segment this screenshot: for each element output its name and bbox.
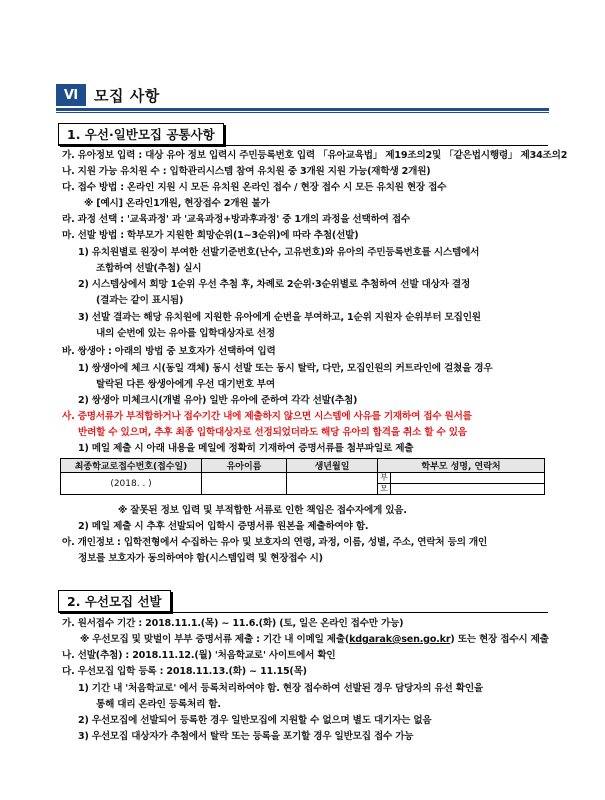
item-sa-2: 2) 메일 제출 시 추후 선발되어 입학시 증명서류 원본을 제출하여야 함. [78,521,369,532]
item-ba-1: 1) 쌍생아에 체크 시(동일 객체) 동시 선발 또는 동시 탈락, 다만, 모집인원의 커트라인에 걸쳤을 경우 [78,363,493,374]
cell-child-name [202,473,287,495]
section-title: 모집 사항 [94,86,160,105]
item2-ga-note-text: ※ 우선모집 및 맞벌이 부부 증명서류 제출 : 기간 내 이메일 제출( [80,634,350,645]
col-header-birthdate: 생년월일 [287,459,378,473]
item2-da-2: 2) 우선모집에 선발되어 등록한 경우 일반모집에 지원할 수 없으며 별도 대기자는 없음 [78,715,432,726]
item2-ga: 가. 원서접수 기간 : 2018.11.1.(목) ~ 11.6.(화) (토, 일은 온라인 접수만 가능) [62,618,404,629]
cell-birthdate [287,473,378,495]
item2-da-3: 3) 우선모집 대상자가 추첨에서 탈락 또는 등록을 포기할 경우 일반모집 접수 가능 [78,731,414,742]
item-da-note: ※ [예시] 온라인1개원, 현장접수 2개원 불가 [84,198,270,209]
subsection-2-rule [58,612,548,613]
item2-na: 나. 선발(추첨) : 2018.11.12.(월) '처음학교로' 사이트에서 확인 [62,650,336,661]
item-sa-cont: 반려할 수 있으며, 추후 최종 입학대상자로 선정되었더라도 해당 유아의 합격을 취소 할 수 있음 [78,427,467,438]
item-ma-1-cont: 조합하여 선발(추첨) 실시 [96,263,202,274]
cell-father-value [391,473,545,484]
item2-da-1: 1) 기간 내 '처음학교로' 에서 등록처리하여야 함. 현장 접수하여 선발된 경우 담당자의 유선 확인을 [78,683,483,694]
subsection-2-title: 2. 우선모집 선발 [58,590,171,612]
note-responsibility: ※ 잘못된 정보 입력 및 부적합한 서류로 인한 책임은 접수자에게 있음. [118,505,407,516]
cell-father-label: 부 [378,473,391,484]
item2-da: 다. 우선모집 입학 등록 : 2018.11.13.(화) ~ 11.15(목) [62,666,307,677]
col-header-parent: 학부모 성명, 연락처 [378,459,545,473]
item-sa: 사. 증명서류가 부적합하거나 접수기간 내에 제출하지 않으면 시스템에 사유를 기재하여 접수 원서를 [62,411,472,422]
item-a: 아. 개인정보 : 입학전형에서 수집하는 유아 및 보호자의 연령, 과정, 이름, 성별, 주소, 연락처 등의 개인 [62,537,488,548]
item-ma-1: 1) 유치원별로 원장이 부여한 선발기준번호(난수, 고유번호)와 유아의 주민등록번호를 시스템에서 [78,247,480,258]
section-rule [56,108,549,111]
col-header-child-name: 유아이름 [202,459,287,473]
item-ga: 가. 유아정보 입력 : 대상 유아 정보 입력시 주민등록번호 입력 「유아교육법」 제19조의2및 「같은법시행령」 제34조의2 [62,150,568,161]
item-ba-1-cont: 탈락된 다른 쌍생아에게 우선 대기번호 부여 [96,379,275,390]
section-rule-thin [56,112,549,113]
cell-receipt-date: (2018. . ) [61,473,202,495]
subsection-1-rule [58,145,548,146]
subsection-1-title: 1. 우선·일반모집 공통사항 [58,123,224,145]
section-number: Ⅵ [56,84,86,106]
item-na: 나. 지원 가능 유치원 수 : 입학관리시스템 참여 유치원 중 3개원 지원 가능(재학생 2개원) [62,166,431,177]
item-ba: 바. 쌍생아 : 아래의 방법 중 보호자가 선택하여 입력 [62,346,276,357]
item2-ga-note [80,634,549,646]
email-link[interactable]: kdgarak@sen.go.kr [349,634,451,645]
email-submission-table [60,458,545,495]
item2-ga-note-tail: ) 또는 현장 접수시 제출 [450,634,549,645]
item-da: 다. 접수 방법 : 온라인 지원 시 모든 유치원 온라인 접수 / 현장 접수 시 모든 유치원 현장 접수 [62,182,447,193]
item-ma-3: 3) 선발 결과는 해당 유치원에 지원한 유아에게 순번을 부여하고, 1순위 지원자 순위부터 모집인원 [78,312,481,323]
item-a-cont: 정보를 보호자가 동의하여야 함(시스템입력 및 현장접수 시) [78,553,323,564]
table-row [61,473,545,484]
item2-da-1-cont: 통해 대리 온라인 등록처리 함. [96,699,221,710]
cell-mother-label: 모 [378,484,391,495]
item-ba-2: 2) 쌍생아 미체크시(개별 유아) 일반 유아에 준하여 각각 선발(추첨) [78,395,358,406]
col-header-receipt: 최종학교로접수번호(접수일) [61,459,202,473]
item-ma: 마. 선발 방법 : 학부모가 지원한 희망순위(1~3순위)에 따라 추첨(선발) [62,230,359,241]
item-ma-2: 2) 시스템상에서 희망 1순위 우선 추첨 후, 차례로 2순위·3순위별로 추첨하여 선발 대상자 결정 [78,279,471,290]
item-ma-2-cont: (결과는 같이 표시됨) [96,295,184,306]
cell-mother-value [391,484,545,495]
section-header [56,84,160,106]
item-ma-3-cont: 내의 순번에 있는 유아를 입학대상자로 선정 [96,328,275,339]
table-header-row [61,459,545,473]
item-sa-1: 1) 메일 제출 시 아래 내용을 메일에 정확히 기재하여 증명서류를 첨부파일로 제출 [78,443,414,454]
item-ra: 라. 과정 선택 : '교육과정' 과 '교육과정+방과후과정' 중 1개의 과정을 선택하여 접수 [62,214,410,225]
